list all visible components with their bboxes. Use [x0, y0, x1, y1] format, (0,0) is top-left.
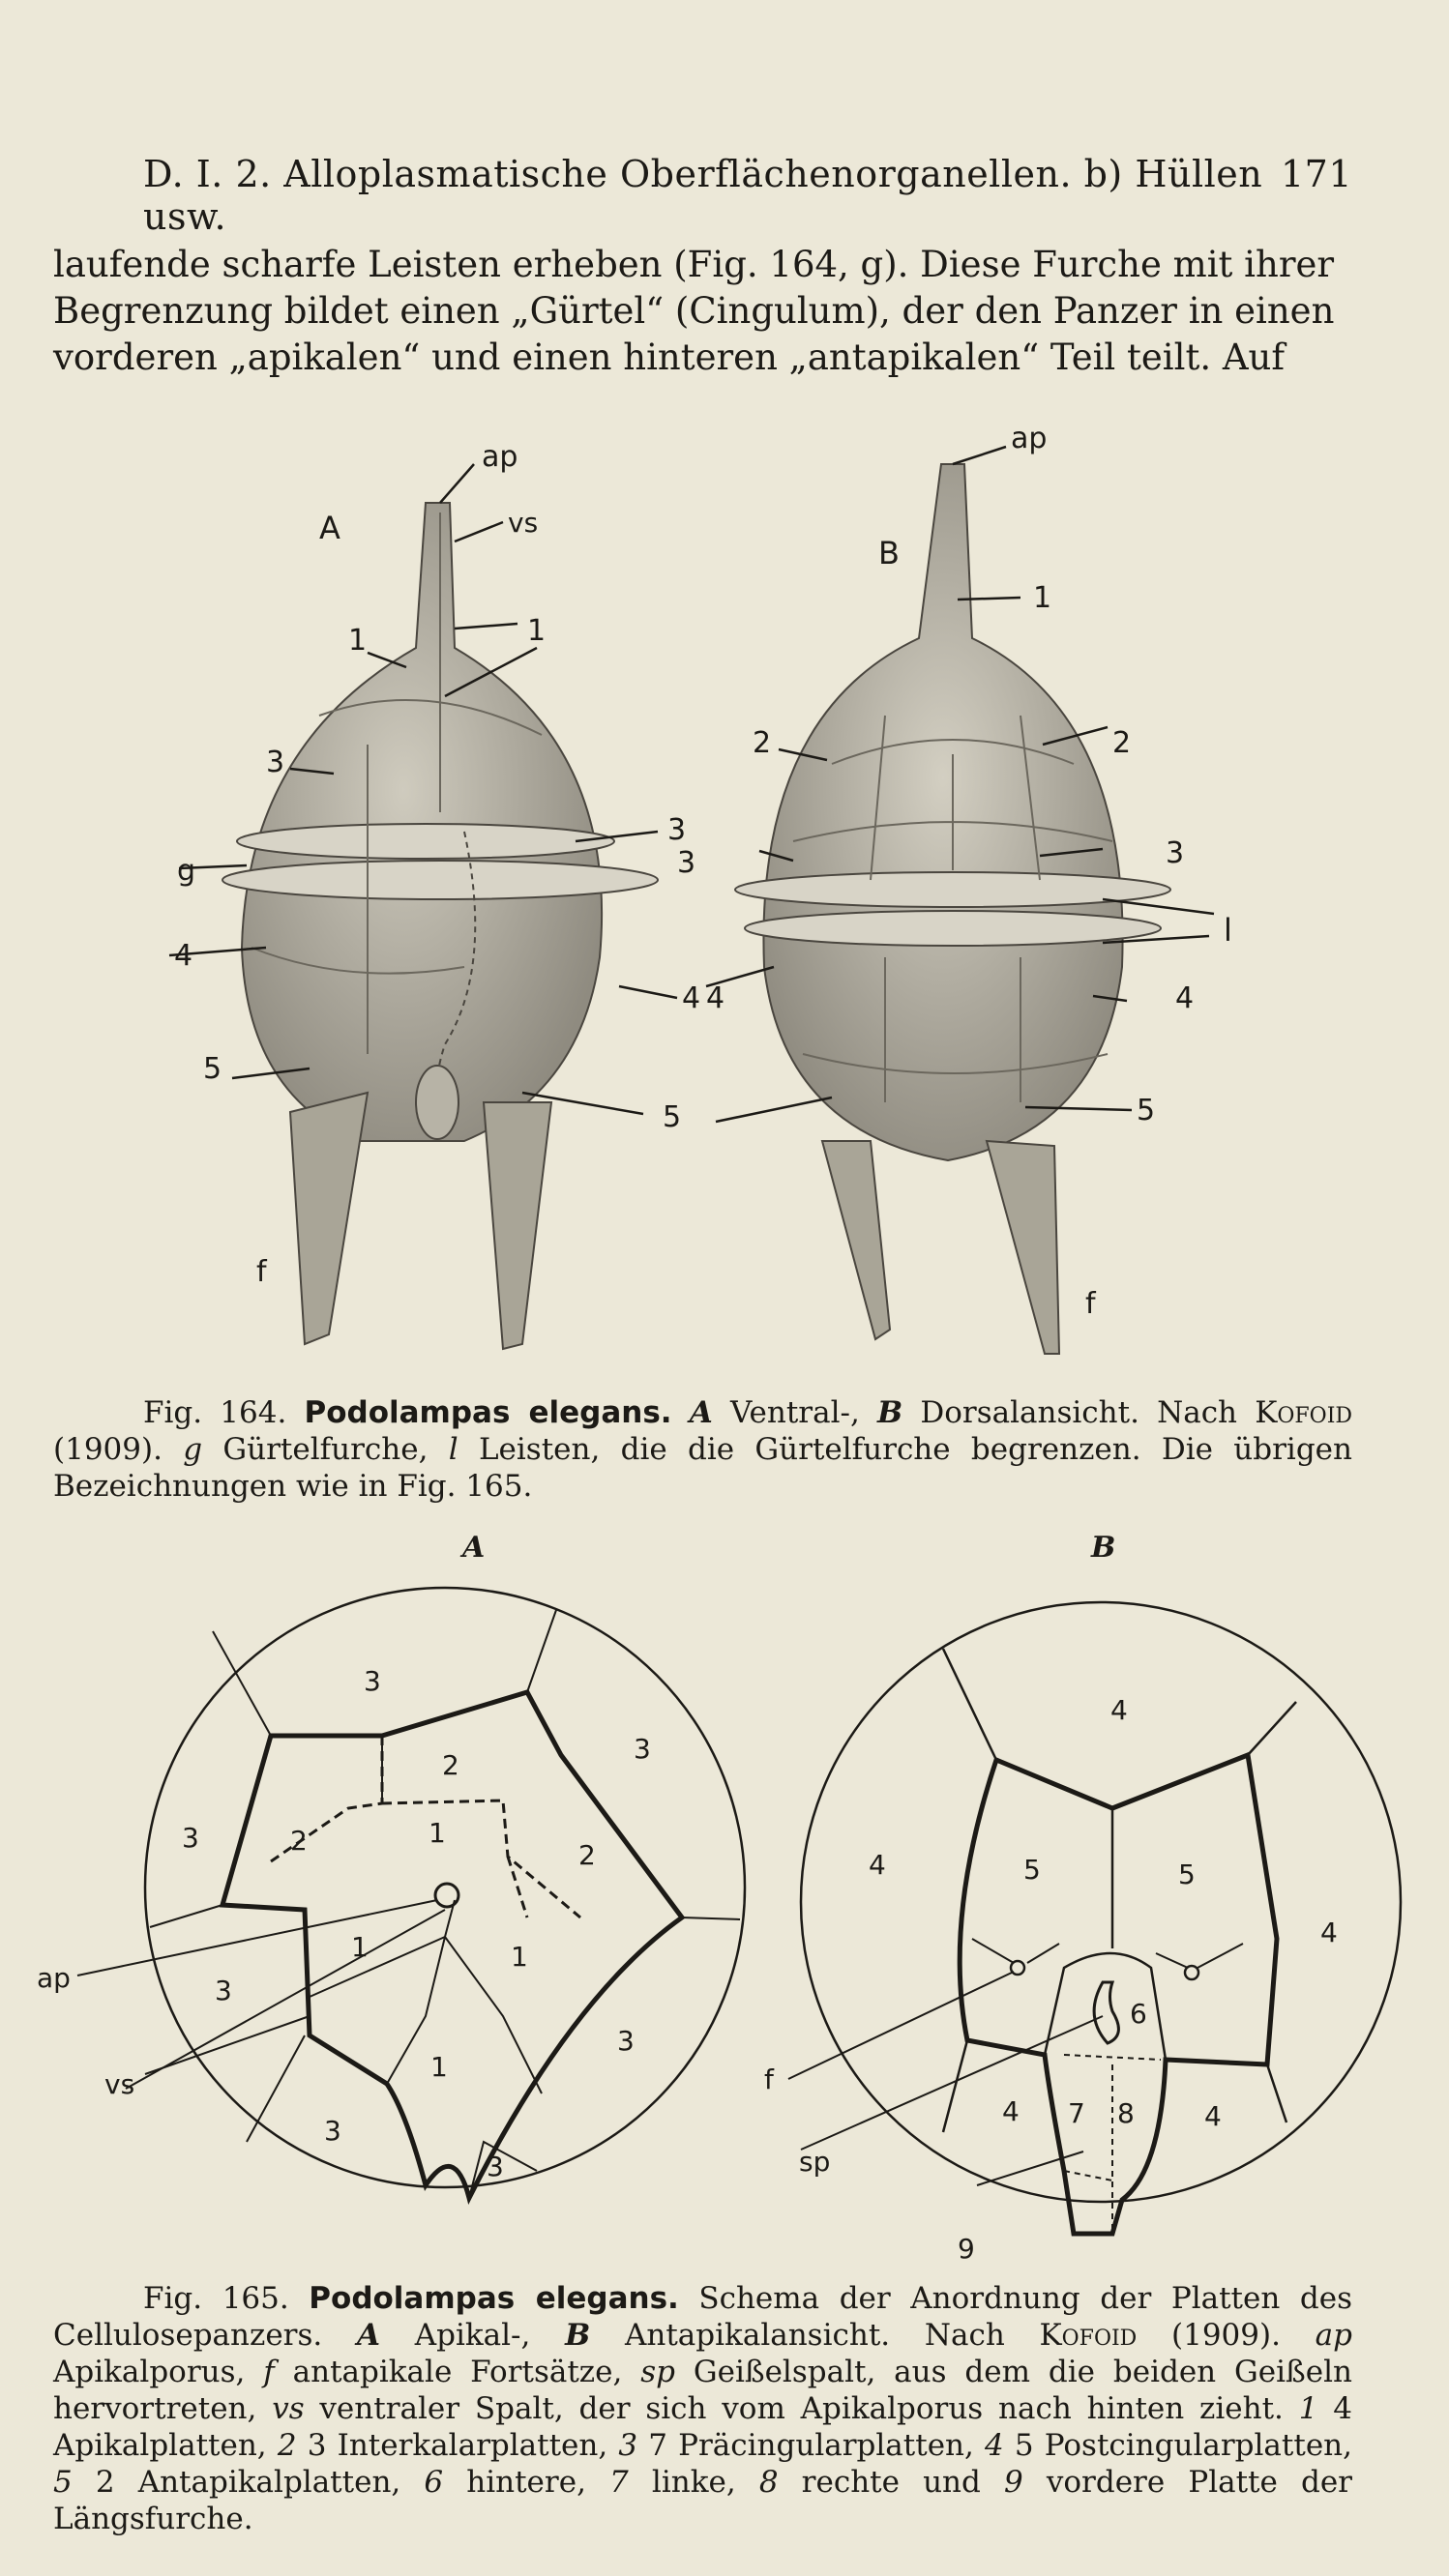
- caption-text: Apikalporus,: [53, 2355, 264, 2389]
- fig165-b-label-8: 8: [1117, 2097, 1135, 2129]
- caption-key-g: g: [183, 1432, 203, 1467]
- fig165-a-label-vs: vs: [104, 2068, 135, 2100]
- caption-text: Apikal-,: [380, 2318, 566, 2353]
- caption-key-l: l: [448, 1432, 458, 1467]
- caption-species: Podolampas elegans.: [309, 2281, 679, 2316]
- caption-text: Ventral-,: [712, 1395, 878, 1430]
- running-head-title: D. I. 2. Alloplasmatische Oberflächenorganellen. b) Hüllen usw.: [143, 153, 1263, 238]
- fig165-panel-b-label: B: [1091, 1531, 1116, 1565]
- fig164-a-label-3-left: 3: [266, 746, 285, 779]
- caption-key-b: B: [877, 1395, 903, 1430]
- fig164-a-label-vs: vs: [508, 507, 539, 539]
- fig164-a-label-5-right: 5: [663, 1100, 682, 1134]
- fig164-b-label-2-right: 2: [1112, 726, 1132, 760]
- fig164-panel-b-label: B: [878, 535, 900, 571]
- fig165-b-label-9: 9: [958, 2233, 975, 2265]
- caption-text: 4 Apikalplatten,: [53, 2391, 1352, 2463]
- fig164-a-label-3-right: 3: [667, 813, 687, 847]
- caption-text: 2 Antapikalplatten,: [72, 2465, 425, 2500]
- caption-text: Gürtelfurche,: [202, 1432, 449, 1467]
- fig164-a-label-g: g: [177, 854, 196, 888]
- fig165-b-label-6: 6: [1130, 1998, 1147, 2030]
- caption-text: rechte und: [778, 2465, 1004, 2500]
- caption-text: (1909).: [1137, 2318, 1316, 2353]
- fig165-b-label-4-bottom-left: 4: [1002, 2095, 1020, 2127]
- fig164-b-label-2-left: 2: [753, 726, 772, 760]
- caption-species: Podolampas elegans.: [304, 1395, 672, 1430]
- fig165-b-label-4-top: 4: [1110, 1694, 1128, 1726]
- fig164-panel-a-drawing: [169, 464, 677, 1349]
- figure-165-caption: [53, 2280, 1352, 2537]
- figure-164-caption: [53, 1394, 1352, 1505]
- fig165-b-label-4-left: 4: [869, 1849, 886, 1881]
- fig165-a-label-3-left: 3: [182, 1822, 199, 1854]
- fig165-b-label-5-right: 5: [1178, 1859, 1196, 1890]
- fig165-b-label-f: f: [764, 2064, 774, 2095]
- caption-key-4: 4: [985, 2428, 1004, 2463]
- caption-author: Kofoid: [1039, 2318, 1138, 2353]
- fig165-b-label-sp: sp: [799, 2146, 831, 2178]
- caption-key-5: 5: [53, 2465, 73, 2500]
- caption-key-9: 9: [1004, 2465, 1023, 2500]
- fig164-b-label-l: l: [1224, 912, 1232, 949]
- fig165-b-label-4-bottom-right: 4: [1204, 2100, 1222, 2132]
- caption-key-sp: sp: [640, 2355, 675, 2389]
- body-line: laufende scharfe Leisten erheben (Fig. 164, g). Diese Furche mit ihrer: [53, 244, 1335, 285]
- fig164-b-label-1: 1: [1033, 581, 1052, 615]
- fig164-b-label-4-right: 4: [1175, 981, 1195, 1015]
- caption-text: ventraler Spalt, der sich vom Apikalporus nach hinten zieht.: [304, 2391, 1299, 2426]
- fig164-b-label-3-left: 3: [677, 846, 696, 880]
- fig165-a-label-2-top: 2: [442, 1749, 459, 1781]
- fig164-a-label-4-left: 4: [174, 939, 193, 973]
- fig165-a-label-3-top: 3: [364, 1665, 381, 1697]
- caption-key-1: 1: [1298, 2391, 1318, 2426]
- fig165-panel-a-diagram: [77, 1588, 745, 2198]
- caption-key-8: 8: [758, 2465, 779, 2500]
- fig165-a-label-3-left-low: 3: [215, 1975, 232, 2006]
- caption-text: 3 Interkalarplatten,: [296, 2428, 619, 2463]
- fig164-b-label-3-right: 3: [1166, 836, 1185, 870]
- fig164-panel-b-drawing: [706, 447, 1214, 1354]
- body-paragraph: [53, 242, 1352, 381]
- fig165-b-label-4-right: 4: [1320, 1917, 1338, 1948]
- fig164-a-label-ap: ap: [482, 440, 518, 474]
- caption-text: Dorsalansicht. Nach: [902, 1395, 1256, 1430]
- fig165-a-label-3-right-top: 3: [634, 1733, 651, 1765]
- caption-text: Geißelspalt, aus dem die beiden Geißeln hervortreten,: [53, 2355, 1352, 2426]
- caption-text: hintere,: [443, 2465, 610, 2500]
- caption-author: Kofoid: [1255, 1395, 1353, 1430]
- caption-fig-number: Fig. 164.: [143, 1395, 287, 1430]
- caption-text: 7 Präcingularplatten,: [637, 2428, 986, 2463]
- caption-text: Antapikalansicht. Nach: [590, 2318, 1040, 2353]
- fig165-a-label-1-left: 1: [351, 1931, 369, 1963]
- caption-text: Schema der Anordnung der Platten des Cellulosepanzers.: [53, 2281, 1352, 2353]
- fig165-a-label-1-bottom: 1: [430, 2051, 448, 2083]
- fig165-a-label-3-bottom-right: 3: [487, 2151, 504, 2182]
- caption-text: (1909).: [53, 1432, 184, 1467]
- caption-key-a: A: [689, 1395, 713, 1430]
- fig164-panel-a-label: A: [319, 510, 340, 546]
- fig165-a-label-1-center: 1: [429, 1817, 446, 1849]
- body-line: vorderen „apikalen“ und einen hinteren „antapikalen“ Teil teilt. Auf: [53, 337, 1286, 378]
- fig165-panel-b-diagram: [788, 1602, 1401, 2234]
- caption-key-a: A: [356, 2318, 381, 2353]
- caption-key-3: 3: [618, 2428, 638, 2463]
- fig165-a-label-ap: ap: [37, 1962, 71, 1994]
- fig165-a-label-3-right-low: 3: [617, 2025, 635, 2057]
- fig164-a-label-1-right: 1: [527, 614, 547, 648]
- fig164-b-label-ap: ap: [1011, 425, 1048, 455]
- caption-key-6: 6: [424, 2465, 444, 2500]
- fig164-a-label-4-right: 4: [682, 981, 701, 1015]
- caption-key-f: f: [263, 2355, 275, 2389]
- fig164-a-label-f: f: [256, 1255, 267, 1289]
- fig164-b-label-f: f: [1085, 1287, 1096, 1321]
- page-number: 171: [1280, 153, 1352, 195]
- caption-key-b: B: [565, 2318, 591, 2353]
- fig165-panel-a-label: A: [462, 1531, 486, 1565]
- fig165-b-label-5-left: 5: [1023, 1854, 1041, 1886]
- caption-key-vs: vs: [272, 2391, 305, 2426]
- caption-text: linke,: [628, 2465, 759, 2500]
- caption-key-2: 2: [277, 2428, 297, 2463]
- caption-text: vordere Platte der Längsfurche.: [53, 2465, 1352, 2536]
- caption-key-ap: ap: [1315, 2318, 1352, 2353]
- caption-fig-number: Fig. 165.: [143, 2281, 289, 2316]
- fig165-a-label-2-right: 2: [578, 1839, 596, 1871]
- caption-key-7: 7: [609, 2465, 629, 2500]
- fig164-a-label-1-left: 1: [348, 624, 368, 658]
- fig164-b-label-5-right: 5: [1137, 1094, 1156, 1127]
- caption-text: 5 Postcingularplatten,: [1003, 2428, 1352, 2463]
- fig165-a-label-3-bottom-left: 3: [324, 2115, 341, 2147]
- running-head: [143, 153, 1352, 238]
- caption-text: Leisten, die die Gürtelfurche begrenzen. Die übrigen Bezeichnungen wie in Fig. 165.: [53, 1432, 1352, 1504]
- figure-164-illustration: [0, 425, 1449, 1383]
- fig165-a-label-2-left: 2: [290, 1825, 308, 1857]
- body-line: Begrenzung bildet einen „Gürtel“ (Cingulum), der den Panzer in einen: [53, 290, 1335, 332]
- caption-text: antapikale Fortsätze,: [274, 2355, 641, 2389]
- figure-165-schema: [0, 1513, 1449, 2277]
- fig164-b-label-4-left: 4: [706, 981, 725, 1015]
- fig165-a-label-1-right: 1: [511, 1941, 528, 1973]
- fig164-a-label-5-left: 5: [203, 1052, 222, 1086]
- fig165-b-label-7: 7: [1068, 2097, 1085, 2129]
